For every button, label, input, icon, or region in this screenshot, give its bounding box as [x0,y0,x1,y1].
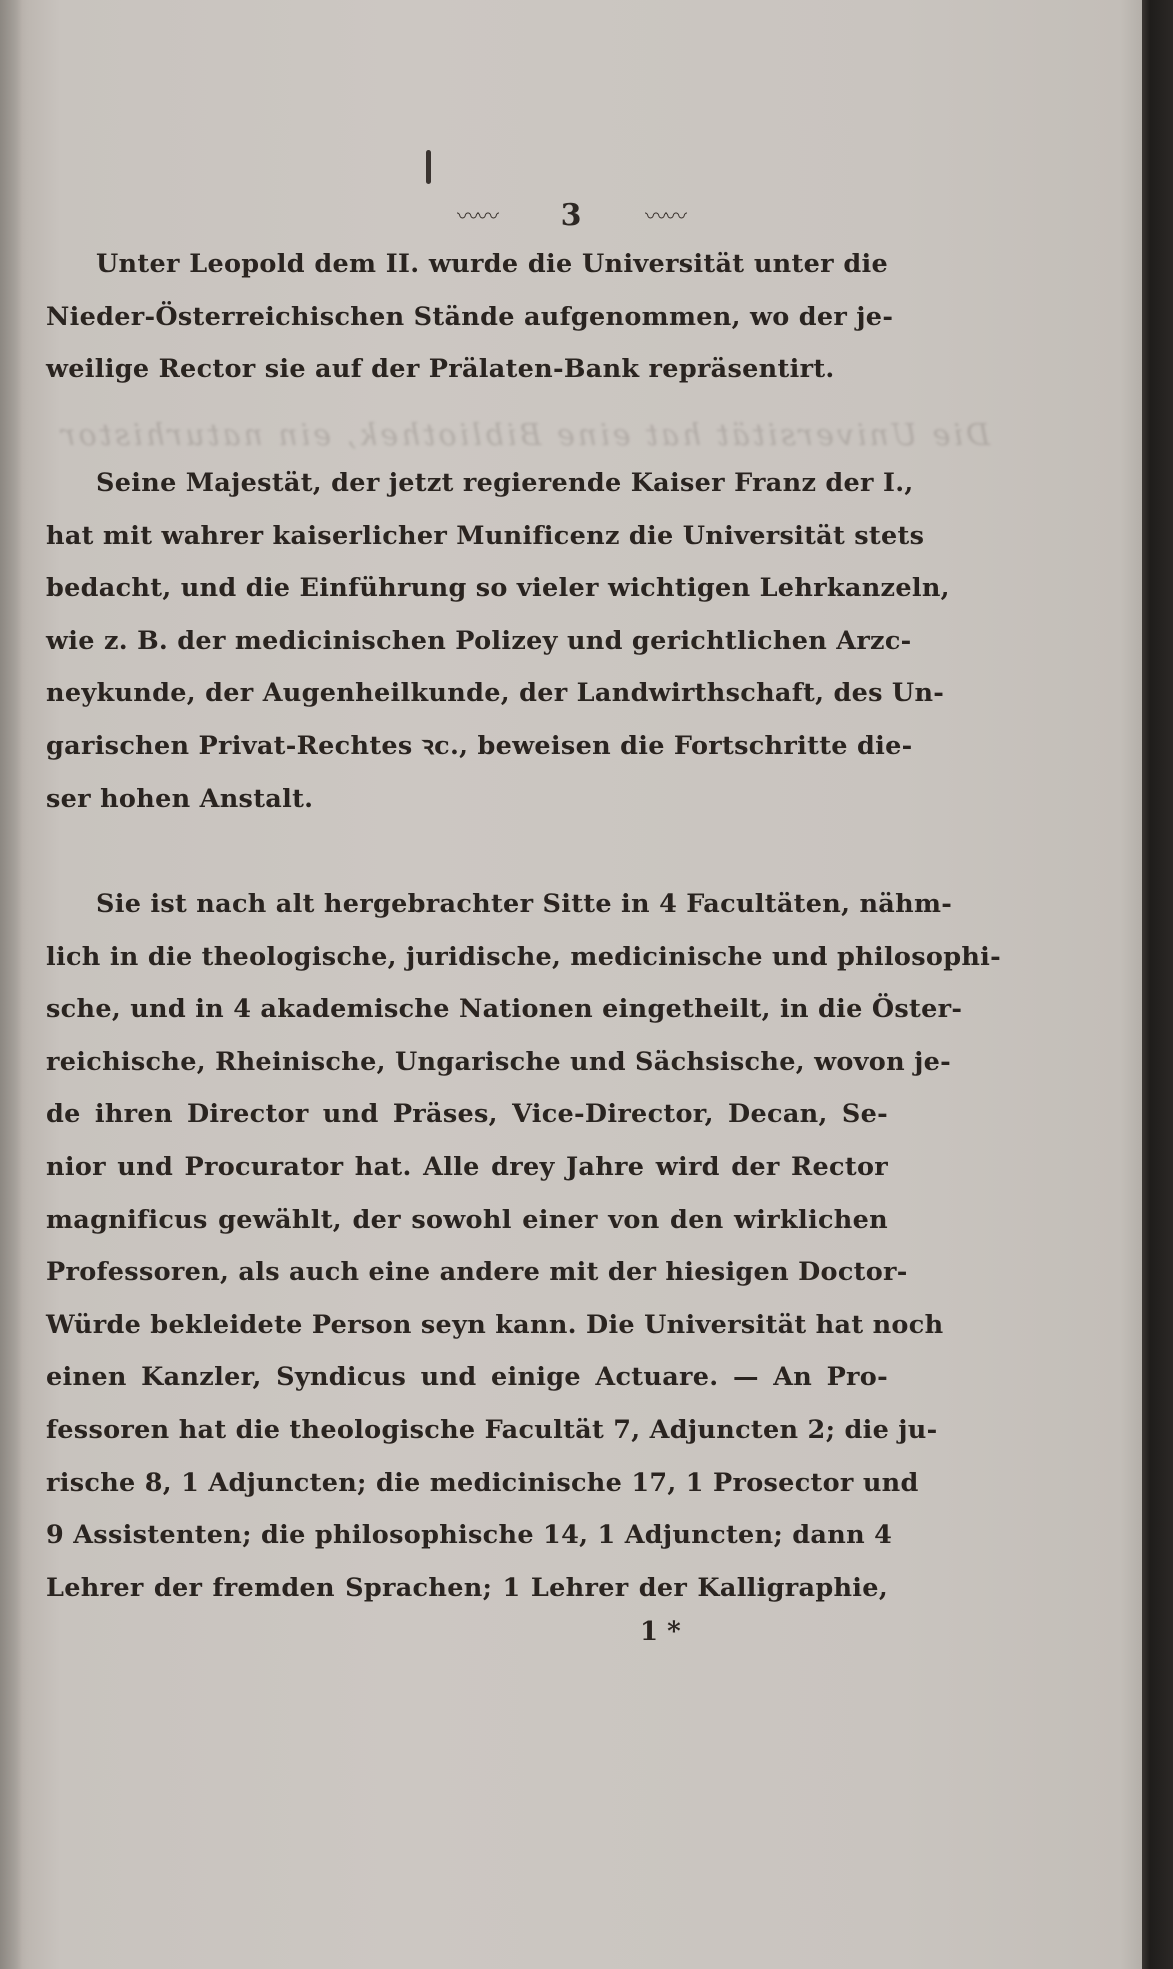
text-line: magnificus gewählt, der sowohl einer von den wirklichen [46,1204,888,1235]
text-line: Seine Majestät, der jetzt regierende Kaiser Franz der I., [96,468,914,498]
scan-background-edge [1142,0,1173,1969]
text-line: sche, und in 4 akademische Nationen eingetheilt, in die Öster- [46,994,963,1025]
text-line: 9 Assistenten; die philosophische 14, 1 Adjuncten; dann 4 [46,1520,893,1551]
text-line: Nieder-Österreichischen Stände aufgenommen, wo der je- [46,301,894,332]
text-line: wie z. B. der medicinischen Polizey und gerichtlichen Arzc- [46,625,912,656]
text-line: neykunde, der Augenheilkunde, der Landwirthschaft, des Un- [46,678,945,709]
text-line: ser hohen Anstalt. [46,783,314,814]
paragraph-leopold [46,238,894,396]
text-line: Unter Leopold dem II. wurde die Universität unter die [96,249,888,279]
text-line: fessoren hat die theologische Facultät 7, Adjuncten 2; die ju- [46,1414,938,1445]
paragraph-kaiser-franz [46,457,950,825]
text-line: Sie ist nach alt hergebrachter Sitte in 4 Facultäten, nähm- [96,889,953,919]
text-line: bedacht, und die Einführung so vieler wichtigen Lehrkanzeln, [46,573,950,604]
text-line: Professoren, als auch eine andere mit der hiesigen Doctor- [46,1257,908,1288]
text-line: hat mit wahrer kaiserlicher Munificenz die Universität stets [46,520,925,551]
show-through-bleed: Die Universität hat eine Bibliothek, ein naturhistor [58,418,990,453]
text-line: Würde bekleidete Person seyn kann. Die Universität hat noch [46,1309,944,1340]
text-line: rische 8, 1 Adjuncten; die medicinische 17, 1 Prosector und [46,1467,919,1498]
ink-mark [426,150,431,184]
text-line: Lehrer der fremden Sprachen; 1 Lehrer der Kalligraphie, [46,1572,888,1603]
text-line: nior und Procurator hat. Alle drey Jahre wird der Rector [46,1151,888,1182]
page-gutter-shadow [0,0,22,1969]
text-line: reichische, Rheinische, Ungarische und Sächsische, wovon je- [46,1046,952,1077]
running-header [0,196,1142,233]
header-ornament-left: 〰〰 [457,204,498,230]
paragraph-facultaeten [46,878,1002,1614]
signature-mark: 1 * [640,1617,681,1647]
text-line: garischen Privat-Rechtes ꝛc., beweisen die Fortschritte die- [46,730,913,761]
header-ornament-right: 〰〰 [644,204,685,230]
page-number: 3 [560,197,582,233]
text-line: lich in die theologische, juridische, medicinische und philosophi- [46,941,1002,972]
text-line: de ihren Director und Präses, Vice-Director, Decan, Se- [46,1099,888,1130]
text-line: weilige Rector sie auf der Prälaten-Bank repräsentirt. [46,354,835,385]
text-line: einen Kanzler, Syndicus und einige Actuare. — An Pro- [46,1362,888,1393]
